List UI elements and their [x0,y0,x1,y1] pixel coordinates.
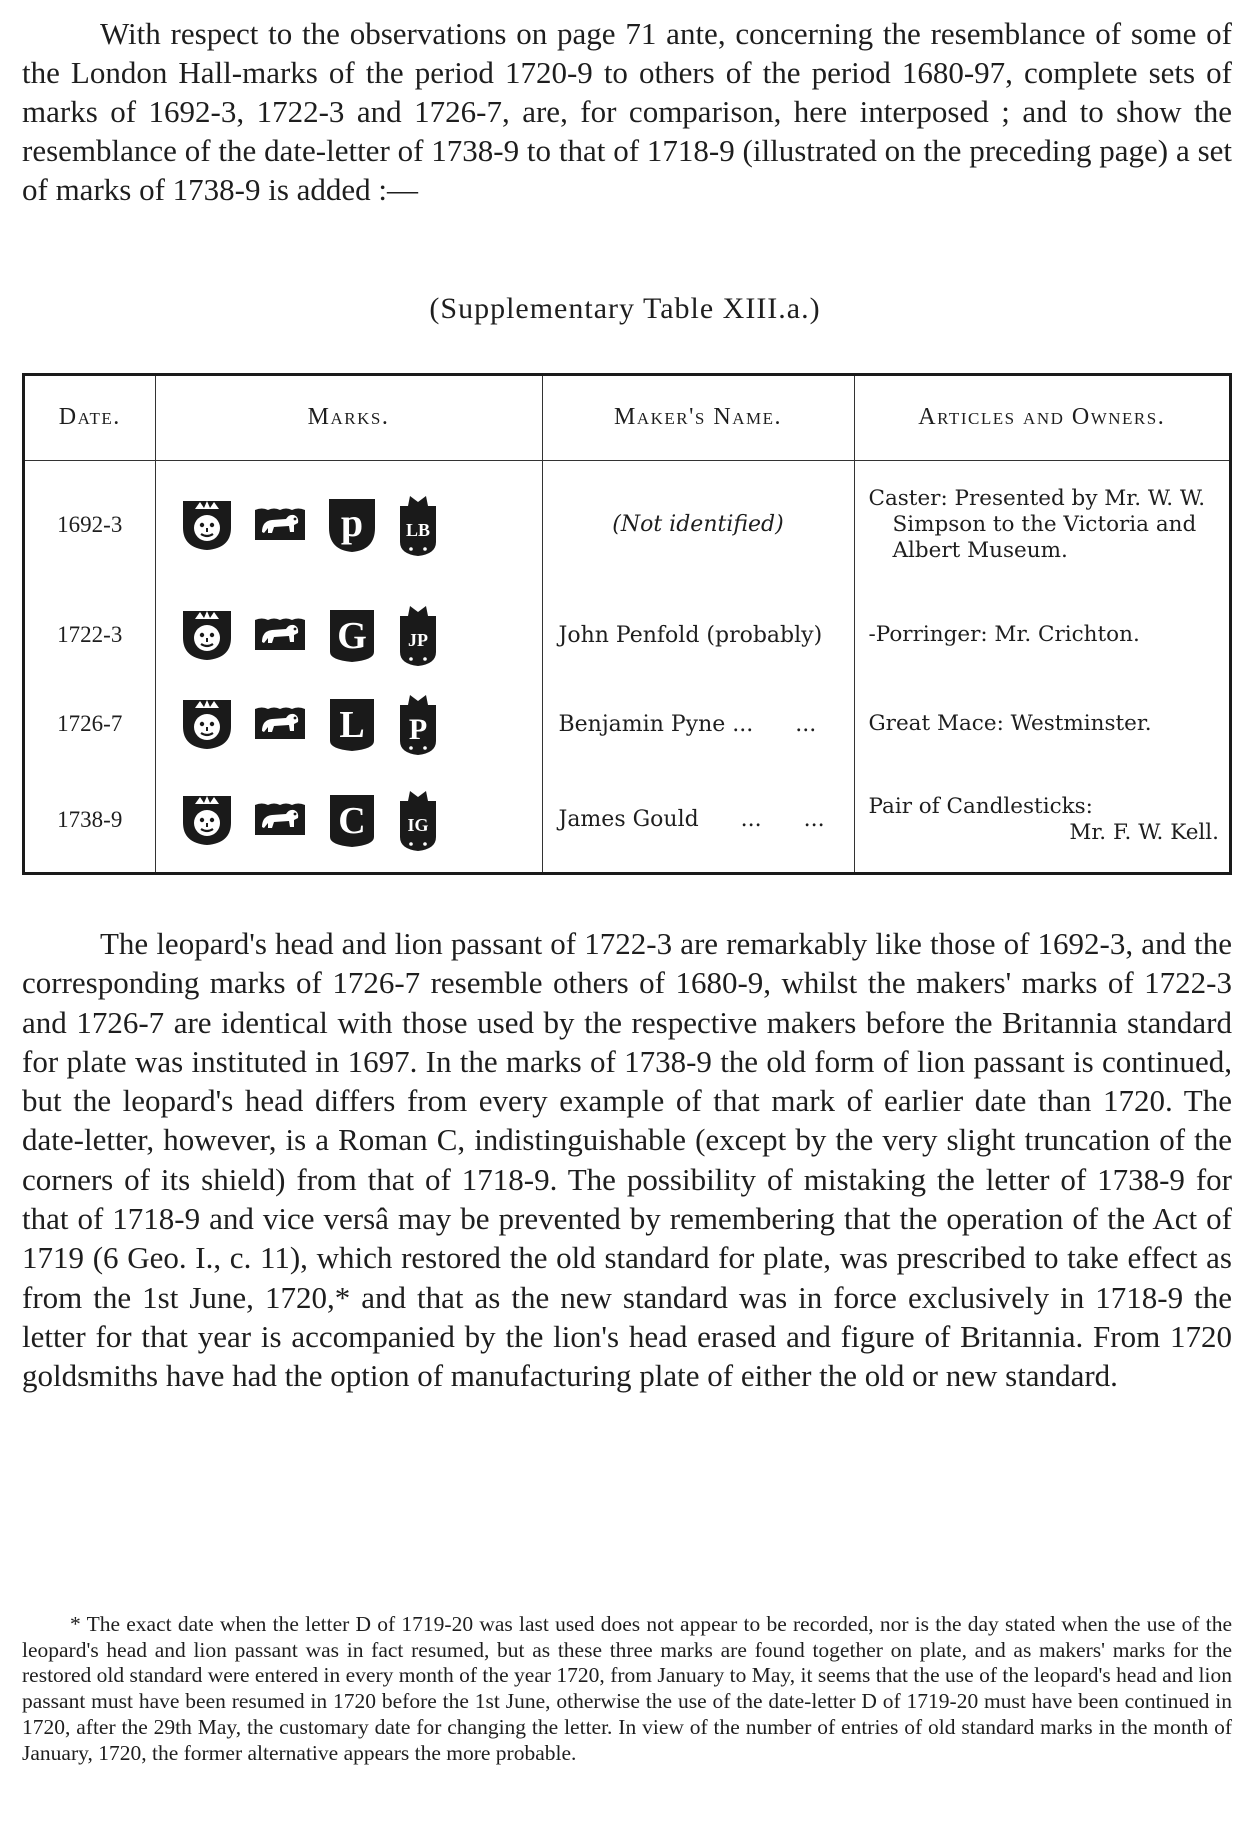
table-row [25,460,1229,589]
header-marks: Marks. [155,376,542,460]
articles-line: -Porringer: Mr. Crichton. [868,622,1140,648]
date-letter-mark-icon [326,615,396,658]
body-paragraph: The leopard's head and lion passant of 1722-3 are remarkably like those of 1692-3, and the corresponding marks of 1726-7 resemble others of 1680-9, whilst the makers' marks of 1722-3 and 1726-7 are identical with those used by the respective makers before the Britannia standard for plate was instituted in 1697. In the marks of 1738-9 the old form of lion passant is continued, but the leopard's head differs from every example of that mark of earlier date than 1720. The date-letter, however, is a Roman C, indistinguishable (except by the very slight truncation of the corners of its shield) from that of 1718-9. The possibility of mistaking the letter of 1738-9 for that of 1718-9 and vice versâ may be prevented by remembering that the operation of the Act of 1719 (6 Geo. I., c. 11), which restored the old standard for plate, was prescribed to take effect as from the 1st June, 1720,* and that as the new standard was in force exclusively in 1718-9 the letter for that year is accompanied by the lion's head erased and figure of Britannia. From 1720 goldsmiths have had the option of manufacturing plate of either the old or new standard. [22,926,1232,1394]
svg-text:G: G [336,615,367,658]
articles-line: Pair of Candlesticks: [868,793,1093,819]
table-row [25,681,1229,767]
svg-text:IG: IG [406,814,429,835]
row-maker-name: John Penfold (probably) [542,589,854,682]
leopards-head-mark-icon [180,510,252,535]
date-letter-mark-icon [326,499,396,545]
svg-text:C: C [337,799,366,842]
leopards-head-mark-icon [180,805,252,830]
makers-mark-icon [396,710,458,747]
row-date: 1722-3 [57,622,123,648]
supplementary-table [22,373,1232,875]
table-caption: (Supplementary Table XIII.a.) [429,292,821,325]
row-articles-owners [854,767,1229,872]
row-date: 1738-9 [57,806,123,832]
row-maker-name: Benjamin Pyne ... ... [542,681,854,767]
footnote-text: * The exact date when the letter D of 1719-20 was last used does not appear to be recorded, nor is the day stated when the use of the leopard's head and lion passant was in fact resumed, but as these three marks are found together on plate, and as makers' marks for the restored old standard were entered in every month of the year 1720, from January to May, it seems that the use of the leopard's head and lion passant must have been resumed in 1720 before the 1st June, otherwise the use of the date-letter D of 1719-20 must have been continued in 1720, after the 29th May, the customary date for changing the letter. In view of the number of entries of old standard marks in the month of January, 1720, the former alternative appears the more probable. [22,1612,1232,1765]
leopards-head-mark-icon [180,620,252,645]
row-marks [155,460,542,589]
row-articles-owners [854,681,1229,767]
articles-line: Great Mace: Westminster. [868,711,1152,737]
articles-line: Caster: Presented by Mr. W. W. Simpson to the Victoria and Albert Museum. [868,485,1206,563]
svg-text:LB: LB [405,519,430,540]
svg-text:p: p [340,499,363,545]
row-marks [155,589,542,682]
lion-passant-mark-icon [252,805,326,830]
row-maker-name: James Gould ... ... [542,767,854,872]
date-letter-mark-icon [326,799,396,842]
row-articles-owners [854,589,1229,682]
date-letter-mark-icon [326,704,396,747]
lion-passant-mark-icon [252,620,326,645]
header-articles: Articles and Owners. [854,376,1229,460]
leopards-head-mark-icon [180,710,252,735]
body-paragraph-block [22,924,1232,1396]
header-maker: Maker's Name. [542,376,854,460]
lion-passant-mark-icon [252,510,326,535]
svg-text:L: L [338,704,365,747]
intro-paragraph: With respect to the observations on page 71 ante, concerning the resemblance of some of the London Hall-marks of the period 1720-9 to others of the period 1680-97, complete sets of marks of 1692-3, 1722-3 and 1726-7, are, for comparison, here interposed ; and to show the resemblance of the date-letter of 1738-9 to that of 1718-9 (illustrated on the preceding page) a set of marks of 1738-9 is added :— [22,16,1232,207]
makers-mark-icon [396,805,458,835]
table-row [25,589,1229,682]
svg-text:JP: JP [407,630,428,651]
row-articles-owners [854,460,1229,589]
table-header-row [25,376,1229,460]
footnote-block [22,1612,1232,1766]
table-row [25,767,1229,872]
makers-mark-icon [396,510,458,540]
makers-mark-icon [396,620,458,651]
row-date: 1692-3 [57,511,123,537]
row-date: 1726-7 [57,711,123,737]
row-maker-name: (Not identified) [542,460,854,589]
row-marks [155,767,542,872]
header-date: Date. [25,376,155,460]
articles-line-owner: Mr. F. W. Kell. [1069,819,1219,845]
lion-passant-mark-icon [252,710,326,735]
row-marks [155,681,542,767]
svg-text:P: P [408,713,427,747]
